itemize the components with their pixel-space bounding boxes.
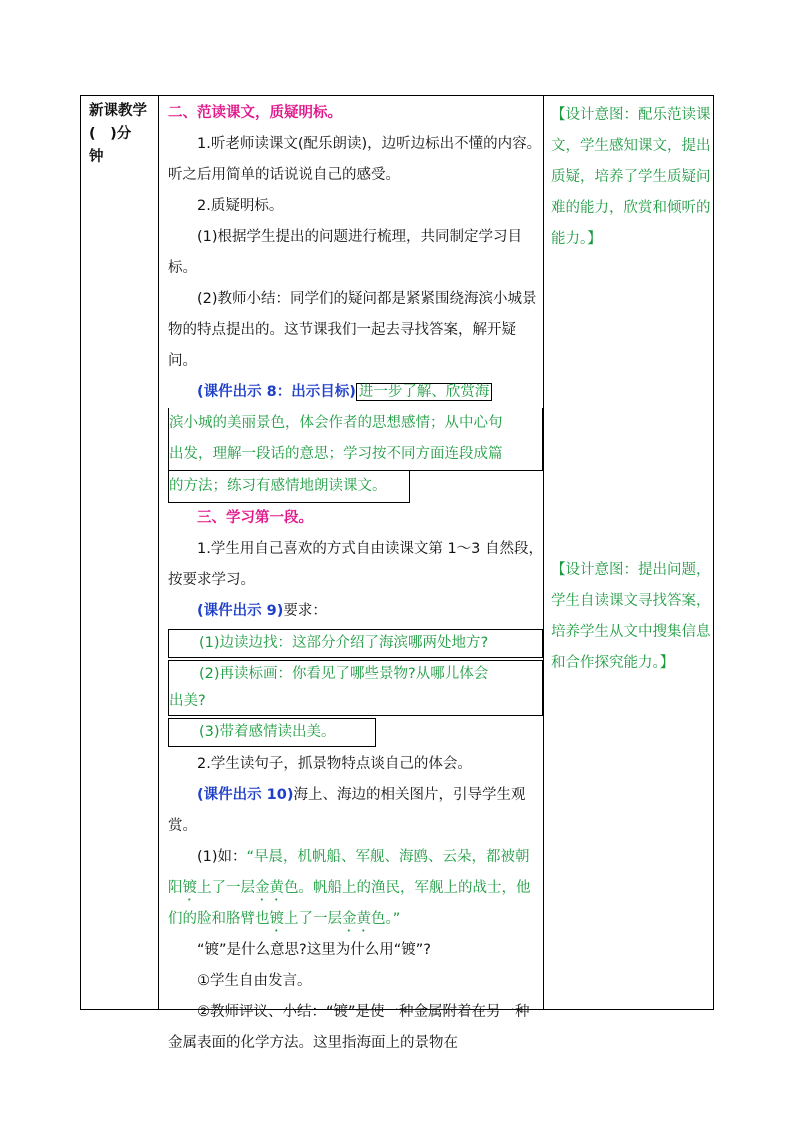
goal-text: 进一步了解、欣赏海 [356,383,493,401]
paragraph: ①学生自由发言。 [197,973,312,989]
quote-text: 色。” [371,911,401,927]
lesson-table [80,95,714,1051]
goal-box [168,408,543,471]
paragraph: (1)根据学生提出的问题进行梳理，共同制定学习目标。 [168,229,523,276]
paragraph: 2.质疑明标。 [197,198,284,214]
paragraph: 2.学生读句子，抓景物特点谈自己的体会。 [197,756,472,772]
requirement-item [168,660,543,716]
goal-text: 出发，理解一段话的意思；学习按不同方面连段成篇 [169,446,503,462]
design-note: 【设计意图：配乐范读课文，学生感知课文，提出质疑，培养了学生质疑问难的能力，欣赏和倾听的能力。】 [551,107,711,247]
stage-title: 新课教学 [89,103,147,119]
paragraph: (2)教师小结：同学们的疑问都是紧紧围绕海滨小城景物的特点提出的。这节课我们一起去寻找答案，解开疑问。 [168,291,537,369]
column-divider [158,96,159,1009]
emphasized-word: 镀 [269,911,284,927]
quote-paragraph [168,842,543,935]
goal-text: 滨小城的美丽景色，体会作者的思想感情；从中心句 [169,415,503,431]
stage-cell [89,100,159,169]
quote-text: “早晨，机帆船、军舰、海鸥、云朵，都被朝阳 [168,849,530,896]
teaching-content-cell [168,98,543,1059]
paragraph: ②教师评议、小结：“镀”是使一种金属附着在另一种金属表面的化学方法。这里指海面上的景物在 [168,1004,530,1051]
paragraph: 1.听老师读课文(配乐朗读)，边听边标出不懂的内容。听之后用简单的话说说自己的感受。 [168,136,542,183]
quote-prefix: (1)如： [197,849,247,865]
requirement-item: (3)带着感情读出美。 [168,718,376,747]
quote-text: 上了一层 [197,880,255,896]
requirement-item: (1)边读边找：这部分介绍了海滨哪两处地方? [168,629,543,658]
column-divider [543,96,544,1009]
paragraph: “镀”是什么意思?这里为什么用“镀”? [197,942,431,958]
courseware-label: (课件出示 9) [197,603,284,619]
design-notes-cell [551,100,713,679]
section-heading: 二、范读课文，质疑明标。 [168,105,342,121]
emphasized-word: 金黄 [255,880,284,896]
section-heading: 三、学习第一段。 [197,510,313,526]
courseware-8-block [168,377,543,503]
paragraph: 1.学生用自己喜欢的方式自由读课文第 1～3 自然段，按要求学习。 [168,541,544,588]
quote-text: 上了一层 [284,911,342,927]
emphasized-word: 镀 [182,880,197,896]
courseware-label: (课件出示 10) [197,787,294,803]
courseware-10-line [168,780,543,842]
requirement-text: 出美? [169,693,206,709]
goal-text: 的方法；练习有感情地朗读课文。 [168,471,410,503]
emphasized-word: 金黄 [342,911,371,927]
courseware-9-line [168,596,543,627]
requirement-intro: 要求： [283,603,327,619]
courseware-description: 海上、海边的相关图片，引导学生观赏。 [168,787,526,834]
requirement-text: (2)再读标画：你看见了哪些景物?从哪儿体会 [199,666,489,682]
design-note: 【设计意图：提出问题，学生自读课文寻找答案，培养学生从文中搜集信息和合作探究能力。】 [551,562,711,671]
courseware-label: (课件出示 8：出示目标) [197,384,356,400]
stage-minutes: ( )分 [89,126,132,142]
stage-minutes-unit: 钟 [89,149,104,165]
quote-text: 色。帆船上的渔民，军舰上的战士，他们的脸和胳臂也 [168,880,531,927]
